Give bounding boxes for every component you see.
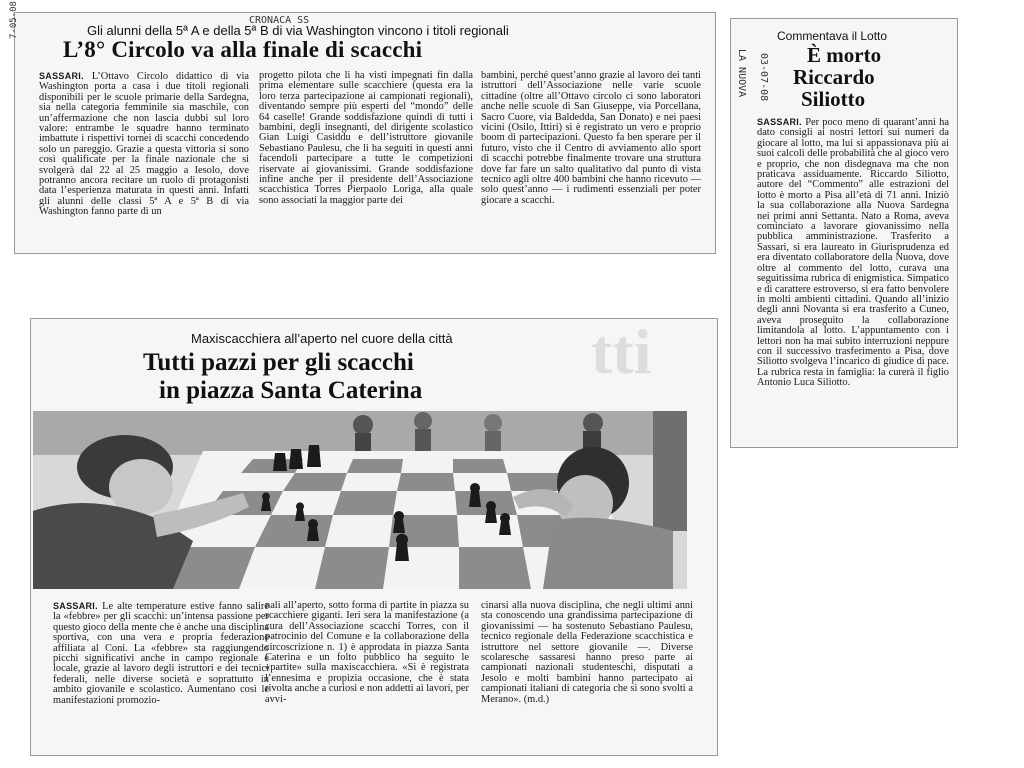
article2-kicker: Commentava il Lotto [777,29,888,43]
article3-col1-text: Le alte temperature estive fanno salire la «febbre» per gli scacchi: un’intensa passione per questo gioco della mente che è anche una disciplina sportiva, con una vera e propria federazione affiliata al Coni. La «febbre» sta raggiungendo picchi significativi anche in campo regionale e locale, grazie al lavoro degli istruttori e dei tecnici federali, nelle diverse società e soprattutto in ambito giovanile e scolastico. Aumentano così le manifestazioni promozio- [53,601,269,706]
article1-column-1 [39,71,249,249]
article2-body-text: Per poco meno di quarant’anni ha dato consigli ai nostri lettori sui numeri da giocare al lotto, ma lui si appassionava più ai suoi calcoli delle probabilità che al gioco vero e proprio, che non disdegnava ma che non praticava assiduamente. Riccardo Siliotto, autore del “Commento” alle estrazioni del lotto è morto a Pisa all’età di 71 anni. Iniziò la sua collaborazione alla Nuova Sardegna nei primi anni Settanta. Nato a Roma, aveva cominciato a lavorare giovanissimo nella pubblica amministrazione. Trasferito a Sassari, si era laureato in Giurisprudenza ed era diventato collaboratore della Nuova, dove oltre al commento del lotto, curava una seguitissima rubrica di enigmistica. Simpatico e di carattere estroverso, si era fatto benvolere in molti ambienti cittadini. Quando all’inizio degli anni Novanta si era trasferito a Cuneo, aveva proseguito la collaborazione limitandola al lotto. L’appuntamento con i lettori non ha mai subito interruzioni neppure con il successivo trasferimento a Pisa, dove Siliotto svolgeva l’incarico di giudice di pace. La rubrica resta in famiglia: la curerà il figlio Antonio Luca Siliotto. [757,117,949,389]
handwritten-note-top: CRONACA SS [249,15,310,26]
handwritten-date-right: 03-07-08 [758,53,769,102]
article3-headline-2: in piazza Santa Caterina [159,377,423,404]
article3-column-2 [265,601,469,751]
article1-col1-text: L’Ottavo Circolo didattico di via Washington porta a casa i due titoli regionali disponibili per le scuole primarie della Sardegna, sia nella categoria femminile sia maschile, con un’affermazione che non lascia dubbi sul loro valore: entrambe le squadre hanno terminato imbattute i rispettivi tornei di scacchi concedendo solo un pareggio. Grazie a questa vittoria si sono così qualificate per la finale nazionale che si svolgerà dal 22 al 25 maggio a Iesolo, dove potranno ancora recitare un ruolo di protagonisti data l’esperienza maturata in questi anni. Infatti gli alunni delle classi 5ª A e 5ª B di via Washington fanno parte di un [39,71,249,218]
article-chess-piazza [30,318,718,756]
article-chess-circolo [9,1,716,254]
article1-col3-text: bambini, perché quest’anno grazie al lavoro dei tanti istruttori dell’Associazione nelle varie scuole cittadine (oltre all’Ottavo circolo ci sono laboratori anche nelle scuole di San Giuseppe, via Porcellana, Sacro Cuore, via Baldedda, San Donato) e nei paesi vicini (Osilo, Ittiri) si è registrato un vero e proprio boom di partecipazioni. Questo fa ben sperare per il futuro, visto che il Centro di avviamento allo sport di scacchi potrebbe finalmente trovare una struttura dove far fare un salto qualitativo dal punto di vista tecnico agli oltre 400 bambini che hanno ricevuto — solo quest’anno — i rudimenti essenziali per poter giocare a scacchi. [481,70,701,206]
article2-body [757,117,949,441]
article3-col2-text: nali all’aperto, sotto forma di partite in piazza su scacchiere giganti. Ieri sera la manifestazione (a cura dell’Associazione scacchi Torres, con il patrocinio del Comune e la collaborazione della circoscrizione n. 1) è approdata in piazza Santa Caterina e un folto pubblico ha seguito le «partite» sulla maxiscacchiera. «Si è registrata l’ennesima e propizia occasione, che è stata rivolta anche a curiosi e non addetti ai lavori, per avvi- [265,600,469,705]
handwritten-paper-name: LA NUOVA [736,49,747,98]
article2-headline-1: È morto [807,43,882,67]
article1-byline: SASSARI. [39,71,84,81]
article1-column-2 [259,71,473,249]
article2-headline-3: Siliotto [801,87,866,111]
handwritten-date-top-left: 7-05-08 [9,1,19,39]
article3-column-3 [481,601,693,751]
article1-column-3 [481,71,701,249]
article1-headline: L’8° Circolo va alla finale di scacchi [63,37,423,62]
article2-headline-2: Riccardo [793,65,875,89]
article1-col2-text: progetto pilota che li ha visti impegnati fin dalla prima elementare sulle scacchiere (questa era la loro terza partecipazione ai campionati regionali), diventando sempre più esperti del “mondo” delle 64 caselle! Grande soddisfazione quindi di tutti i bambini, degli insegnanti, del dirigente scolastico Gian Luigi Casiddu e dell’istruttore giovanile Sebastiano Paulesu, che li ha seguiti in questi anni facendoli partecipare a tutte le competizioni riservate ai giovanissimi. Grande soddisfazione infine anche per il presidente dell’Associazione scacchistica Torres Pierpaolo Loriga, alla quale sono associati la maggior parte dei [259,70,473,206]
article1-kicker: Gli alunni della 5ª A e della 5ª B di via Washington vincono i titoli regionali [87,23,509,38]
article2-byline: SASSARI. [757,117,802,127]
article3-column-1 [53,601,269,751]
article3-byline: SASSARI. [53,601,98,611]
article3-kicker: Maxiscacchiera all’aperto nel cuore della città [191,331,453,346]
article3-col3-text: cinarsi alla nuova disciplina, che negli ultimi anni sta conoscendo una grandissima partecipazione di giovanissimi — ha sostenuto Sebastiano Paulesu, tecnico regionale della Federazione scacchistica e istruttore nel settore giovanile —. Diverse scolaresche sassaresi hanno preso parte ai campionati nazionali studenteschi, disputati a Jesolo e molti bambini hanno partecipato ai campionati italiani di categoria che si sono svolti a Merano». (m.d.) [481,600,693,705]
article-obituary-siliotto [730,18,958,448]
chess-photo-drawing [33,411,687,589]
article3-headline-1: Tutti pazzi per gli scacchi [143,349,414,376]
article3-background-text: tti [591,316,652,387]
chess-photo [33,411,687,589]
